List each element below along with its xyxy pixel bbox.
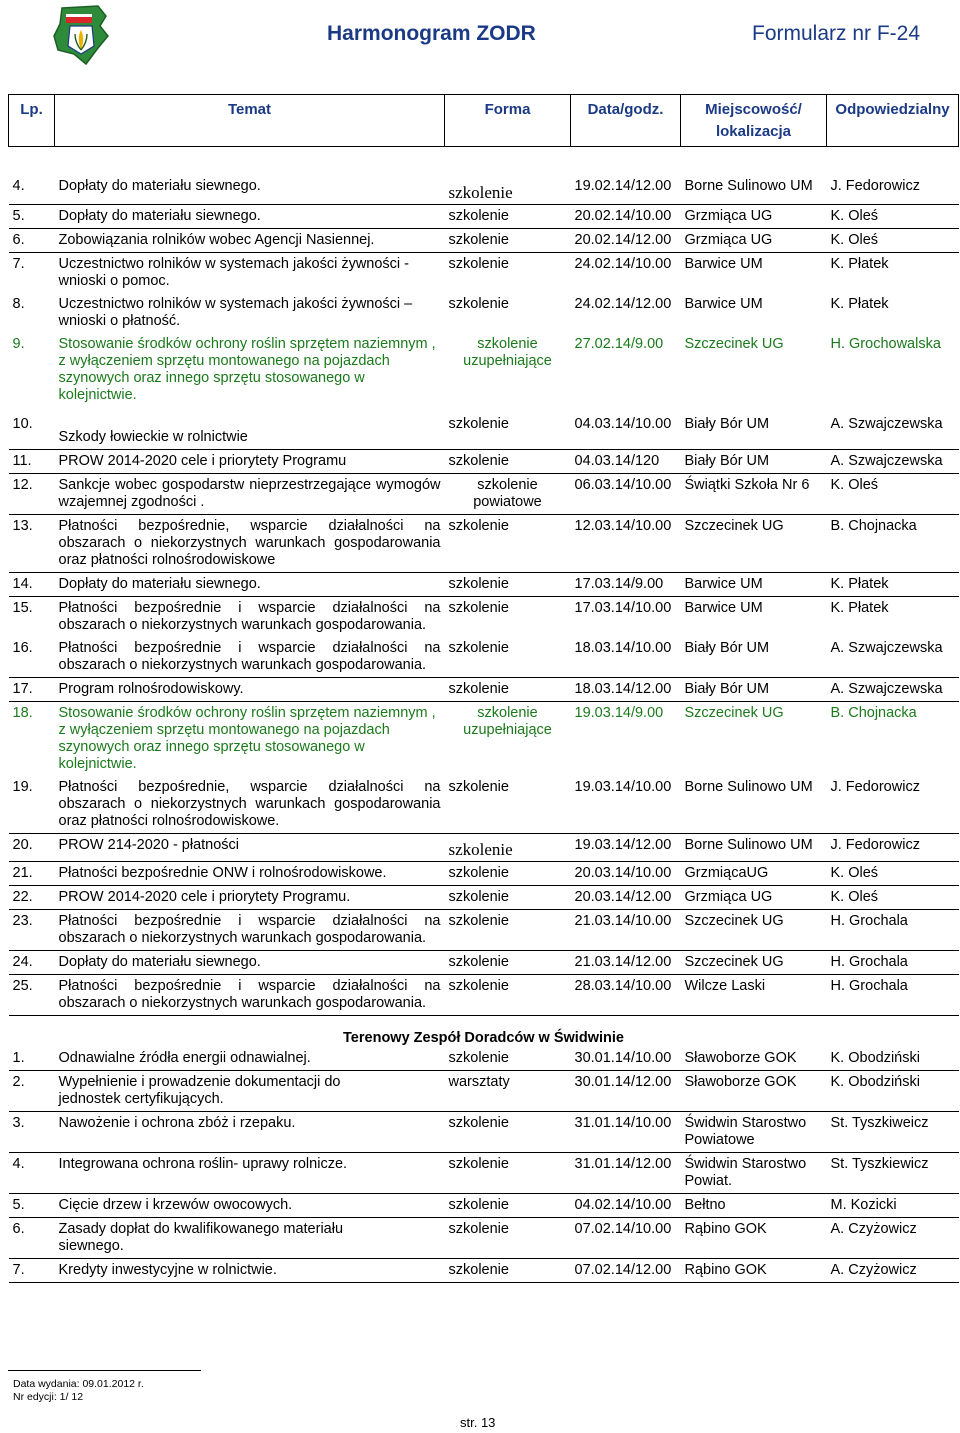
row-place: Rąbino GOK: [681, 1218, 827, 1259]
row-topic: Stosowanie środków ochrony roślin sprzętem naziemnym , z wyłączeniem sprzętu montowanego na pojazdach szynowych oraz innego sprzętu stosowanego w kolejnictwie.: [58, 705, 436, 772]
row-place: Szczecinek UG: [684, 336, 784, 352]
row-responsible: A. Szwajczewska: [827, 407, 959, 450]
row-form: szkolenie: [445, 975, 571, 1016]
row-topic: Sankcje wobec gospodarstw nieprzestrzegające wymogów wzajemnej zgodności .: [55, 474, 445, 515]
row-lp: 17.: [9, 678, 55, 702]
row-form: szkolenie: [445, 515, 571, 573]
row-topic: Dopłaty do materiału siewnego.: [55, 573, 445, 597]
table-row: [9, 834, 959, 862]
row-place: Biały Bór UM: [681, 450, 827, 474]
row-place: Borne Sulinowo UM: [681, 175, 827, 205]
row-lp: 6.: [9, 229, 55, 253]
table-row: [9, 1071, 959, 1112]
row-date: 30.01.14/10.00: [571, 1047, 681, 1071]
row-topic: Kredyty inwestycyjne w rolnictwie.: [55, 1259, 445, 1283]
row-place: Barwice UM: [684, 600, 763, 616]
row-topic: Zasady dopłat do kwalifikowanego materiału siewnego.: [55, 1218, 445, 1259]
row-form: szkolenie powiatowe: [445, 474, 571, 515]
row-place: Rąbino GOK: [681, 1259, 827, 1283]
column-header-form: Forma: [445, 95, 571, 147]
row-date: 20.02.14/12.00: [571, 229, 681, 253]
row-topic: Odnawialne źródła energii odnawialnej.: [55, 1047, 445, 1071]
row-place: Szczecinek UG: [681, 515, 827, 573]
table-row: [9, 229, 959, 253]
row-lp: 22.: [9, 886, 55, 910]
table-row: [9, 678, 959, 702]
row-form: szkolenie: [448, 256, 509, 272]
table-row: [9, 474, 959, 515]
row-form: szkolenie: [448, 296, 509, 312]
column-header-topic: Temat: [55, 95, 445, 147]
row-responsible: K. Płatek: [827, 573, 959, 597]
row-form: szkolenie: [445, 834, 571, 862]
column-header-lp: Lp.: [9, 95, 55, 147]
row-responsible: M. Kozicki: [827, 1194, 959, 1218]
row-responsible: A. Czyżowicz: [827, 1259, 959, 1283]
row-form: szkolenie: [445, 910, 571, 951]
row-date: 06.03.14/10.00: [571, 474, 681, 515]
row-form: szkolenie: [445, 450, 571, 474]
row-responsible: K. Oleś: [827, 886, 959, 910]
table-row: [9, 862, 959, 886]
table-row: [9, 1153, 959, 1194]
row-responsible: K. Obodziński: [827, 1071, 959, 1112]
table-row: [9, 515, 959, 573]
row-lp: 2.: [9, 1071, 55, 1112]
row-topic: Płatności bezpośrednie i wsparcie działalności na obszarach o niekorzystnych warunkach gospodarowania.: [58, 600, 441, 633]
column-header-responsible: Odpowiedzialny: [827, 95, 959, 147]
row-lp: 5.: [9, 205, 55, 229]
row-lp: 14.: [9, 573, 55, 597]
row-form: szkolenie: [445, 573, 571, 597]
table-row: [9, 1047, 959, 1071]
row-form: szkolenie: [445, 862, 571, 886]
row-place: Grzmiąca UG: [681, 229, 827, 253]
row-date: 04.02.14/10.00: [571, 1194, 681, 1218]
row-topic: Płatności bezpośrednie ONW i rolnośrodowiskowe.: [55, 862, 445, 886]
row-responsible: A. Szwajczewska: [827, 450, 959, 474]
column-header-date: Data/godz.: [571, 95, 681, 147]
row-place: Borne Sulinowo UM: [681, 834, 827, 862]
edition-number: Nr edycji: 1/ 12: [13, 1391, 84, 1403]
row-date: 21.03.14/12.00: [571, 951, 681, 975]
table-row: [9, 975, 959, 1016]
row-form: szkolenie: [445, 678, 571, 702]
row-form: szkolenie: [445, 1259, 571, 1283]
row-lp: 25.: [9, 975, 55, 1016]
row-lp: 4.: [9, 1153, 55, 1194]
row-form: szkolenie: [445, 1112, 571, 1153]
row-place: Sławoborze GOK: [681, 1047, 827, 1071]
row-place: Szczecinek UG: [681, 951, 827, 975]
row-place: Grzmiąca UG: [681, 205, 827, 229]
row-form: szkolenie uzupełniające: [463, 336, 552, 369]
table-row: [9, 407, 959, 450]
row-date: 20.03.14/10.00: [571, 862, 681, 886]
row-topic: Nawożenie i ochrona zbóż i rzepaku.: [55, 1112, 445, 1153]
row-form: szkolenie: [445, 407, 571, 450]
row-topic: Dopłaty do materiału siewnego.: [55, 951, 445, 975]
row-lp: 6.: [9, 1218, 55, 1259]
row-responsible: H. Grochowalska: [830, 336, 941, 352]
row-responsible: K. Płatek: [830, 256, 889, 272]
form-number: Formularz nr F-24: [752, 22, 921, 45]
row-place: Biały Bór UM: [681, 637, 827, 678]
table-row: [9, 333, 959, 407]
row-topic: Dopłaty do materiału siewnego.: [55, 205, 445, 229]
row-lp: 10.: [9, 407, 55, 450]
row-responsible: K. Oleś: [827, 205, 959, 229]
row-lp: 20.: [9, 834, 55, 862]
row-date: 18.03.14/12.00: [571, 678, 681, 702]
row-place: Szczecinek UG: [684, 705, 784, 721]
row-responsible: J. Fedorowicz: [827, 175, 959, 205]
row-responsible: K. Płatek: [830, 600, 889, 616]
row-date: 24.02.14/12.00: [574, 296, 672, 312]
table-row: [9, 910, 959, 951]
row-place: Świątki Szkoła Nr 6: [681, 474, 827, 515]
document-title: Harmonogram ZODR: [327, 22, 536, 45]
row-date: 30.01.14/12.00: [571, 1071, 681, 1112]
table-row: [9, 1259, 959, 1283]
table-row: [9, 886, 959, 910]
row-date: 07.02.14/10.00: [571, 1218, 681, 1259]
column-header-place: Miejscowość/ lokalizacja: [681, 95, 827, 147]
row-topic: PROW 2014-2020 cele i priorytety Programu.: [55, 886, 445, 910]
row-lp: 18.: [12, 705, 33, 721]
row-form: szkolenie: [445, 637, 571, 678]
row-form: szkolenie: [445, 229, 571, 253]
row-lp: 7.: [9, 1259, 55, 1283]
row-topic: Stosowanie środków ochrony roślin sprzętem naziemnym , z wyłączeniem sprzętu montowanego na pojazdach szynowych oraz innego sprzętu stosowanego w kolejnictwie.: [58, 336, 436, 403]
row-date: 24.02.14/10.00: [574, 256, 672, 272]
row-place: Świdwin Starostwo Powiatowe: [681, 1112, 827, 1153]
row-responsible: H. Grochala: [827, 910, 959, 951]
page-header: [8, 0, 956, 70]
table-row: [9, 573, 959, 597]
row-responsible: H. Grochala: [827, 951, 959, 975]
row-date: 19.02.14/12.00: [571, 175, 681, 205]
row-responsible: K. Oleś: [827, 862, 959, 886]
row-place: Barwice UM: [681, 573, 827, 597]
row-responsible: B. Chojnacka: [830, 705, 917, 721]
row-date: 21.03.14/10.00: [571, 910, 681, 951]
row-lp: 19.: [9, 776, 55, 834]
row-topic: Zobowiązania rolników wobec Agencji Nasiennej.: [55, 229, 445, 253]
table-row: [9, 450, 959, 474]
table-row: [9, 175, 959, 205]
row-topic: Szkody łowieckie w rolnictwie: [55, 407, 445, 450]
table-row: [9, 597, 959, 638]
row-form: szkolenie uzupełniające: [463, 705, 552, 738]
row-date: 04.03.14/10.00: [571, 407, 681, 450]
row-responsible: St. Tyszkiweicz: [827, 1112, 959, 1153]
row-responsible: K. Oleś: [827, 229, 959, 253]
row-lp: 7.: [12, 256, 25, 272]
row-responsible: K. Płatek: [830, 296, 889, 312]
row-responsible: K. Obodziński: [827, 1047, 959, 1071]
row-lp: 9.: [12, 336, 25, 352]
row-place: Sławoborze GOK: [681, 1071, 827, 1112]
row-place: Biały Bór UM: [681, 407, 827, 450]
row-date: 17.03.14/9.00: [571, 573, 681, 597]
issue-date: Data wydania: 09.01.2012 r.: [13, 1378, 144, 1390]
row-responsible: A. Czyżowicz: [827, 1218, 959, 1259]
row-lp: 23.: [9, 910, 55, 951]
row-lp: 16.: [9, 637, 55, 678]
row-form: szkolenie: [445, 1153, 571, 1194]
row-place: Grzmiąca UG: [681, 886, 827, 910]
row-responsible: H. Grochala: [827, 975, 959, 1016]
row-form: szkolenie: [445, 1194, 571, 1218]
row-topic: Dopłaty do materiału siewnego.: [55, 175, 445, 205]
row-date: 12.03.14/10.00: [571, 515, 681, 573]
row-responsible: J. Fedorowicz: [827, 834, 959, 862]
row-date: 18.03.14/10.00: [571, 637, 681, 678]
section-title-row: [9, 1016, 959, 1048]
row-topic: Płatności bezpośrednie i wsparcie działalności na obszarach o niekorzystnych warunkach gospodarowania.: [55, 975, 445, 1016]
row-topic: Uczestnictwo rolników w systemach jakości żywności – wnioski o płatność.: [58, 296, 413, 329]
row-topic: Płatności bezpośrednie i wsparcie działalności na obszarach o niekorzystnych warunkach gospodarowania.: [55, 637, 445, 678]
page-number: str. 13: [460, 1415, 496, 1430]
row-place: Bełtno: [681, 1194, 827, 1218]
row-lp: 15.: [12, 600, 33, 616]
row-topic: Wypełnienie i prowadzenie dokumentacji do jednostek certyfikujących.: [55, 1071, 445, 1112]
table-row: [9, 293, 959, 333]
table-row: [9, 1112, 959, 1153]
row-lp: 21.: [9, 862, 55, 886]
row-lp: 13.: [9, 515, 55, 573]
row-topic: Płatności bezpośrednie, wsparcie działalności na obszarach o niekorzystnych warunkach gospodarowania oraz płatności rolnośrodowiskowe: [55, 515, 445, 573]
row-form: szkolenie: [445, 951, 571, 975]
row-form: szkolenie: [445, 175, 571, 205]
row-date: 31.01.14/12.00: [571, 1153, 681, 1194]
row-topic: Płatności bezpośrednie i wsparcie działalności na obszarach o niekorzystnych warunkach gospodarowania.: [55, 910, 445, 951]
row-date: 20.03.14/12.00: [571, 886, 681, 910]
row-date: 17.03.14/10.00: [574, 600, 672, 616]
row-form: szkolenie: [445, 886, 571, 910]
footer-divider: [8, 1370, 201, 1371]
table-row: [9, 951, 959, 975]
row-place: Borne Sulinowo UM: [681, 776, 827, 834]
row-date: 04.03.14/120: [571, 450, 681, 474]
row-date: 31.01.14/10.00: [571, 1112, 681, 1153]
row-form: szkolenie: [445, 1218, 571, 1259]
table-row: [9, 1194, 959, 1218]
row-responsible: B. Chojnacka: [827, 515, 959, 573]
row-place: Wilcze Laski: [681, 975, 827, 1016]
row-lp: 4.: [9, 175, 55, 205]
row-responsible: K. Oleś: [827, 474, 959, 515]
row-form: szkolenie: [445, 205, 571, 229]
row-responsible: J. Fedorowicz: [827, 776, 959, 834]
table-row: [9, 637, 959, 678]
row-date: 19.03.14/12.00: [571, 834, 681, 862]
table-header-row: [9, 95, 959, 147]
row-responsible: A. Szwajczewska: [827, 637, 959, 678]
table-row: [9, 702, 959, 777]
row-date: 19.03.14/9.00: [574, 705, 664, 721]
row-form: warsztaty: [445, 1071, 571, 1112]
row-lp: 5.: [9, 1194, 55, 1218]
row-responsible: St. Tyszkiewicz: [827, 1153, 959, 1194]
spacer-row: [9, 147, 959, 176]
row-lp: 24.: [9, 951, 55, 975]
logo-icon: [48, 2, 114, 68]
row-topic: Program rolnośrodowiskowy.: [55, 678, 445, 702]
row-place: Barwice UM: [684, 296, 763, 312]
row-place: GrzmiącaUG: [681, 862, 827, 886]
row-topic: PROW 214-2020 - płatności: [55, 834, 445, 862]
table-row: [9, 205, 959, 229]
row-lp: 1.: [9, 1047, 55, 1071]
row-form: szkolenie: [445, 1047, 571, 1071]
section-title: Terenowy Zespół Doradców w Świdwinie: [343, 1030, 624, 1046]
row-topic: Cięcie drzew i krzewów owocowych.: [55, 1194, 445, 1218]
row-date: 19.03.14/10.00: [571, 776, 681, 834]
row-date: 28.03.14/10.00: [571, 975, 681, 1016]
row-responsible: A. Szwajczewska: [827, 678, 959, 702]
row-place: Biały Bór UM: [681, 678, 827, 702]
row-form: szkolenie: [448, 600, 509, 616]
table-row: [9, 776, 959, 834]
row-lp: 8.: [12, 296, 25, 312]
table-row: [9, 1218, 959, 1259]
row-topic: Płatności bezpośrednie, wsparcie działalności na obszarach o niekorzystnych warunkach gospodarowania oraz płatności rolnośrodowiskowe.: [55, 776, 445, 834]
footer-info: [13, 1378, 144, 1404]
row-form: szkolenie: [445, 776, 571, 834]
row-place: Szczecinek UG: [681, 910, 827, 951]
row-lp: 3.: [9, 1112, 55, 1153]
table-row: [9, 253, 959, 294]
row-date: 20.02.14/10.00: [571, 205, 681, 229]
schedule-table: [8, 94, 959, 1283]
row-lp: 12.: [9, 474, 55, 515]
row-lp: 11.: [9, 450, 55, 474]
row-date: 27.02.14/9.00: [574, 336, 664, 352]
row-date: 07.02.14/12.00: [571, 1259, 681, 1283]
row-place: Barwice UM: [684, 256, 763, 272]
row-topic: Integrowana ochrona roślin- uprawy rolnicze.: [55, 1153, 445, 1194]
row-topic: Uczestnictwo rolników w systemach jakości żywności - wnioski o pomoc.: [58, 256, 410, 289]
row-place: Świdwin Starostwo Powiat.: [681, 1153, 827, 1194]
row-topic: PROW 2014-2020 cele i priorytety Programu: [55, 450, 445, 474]
